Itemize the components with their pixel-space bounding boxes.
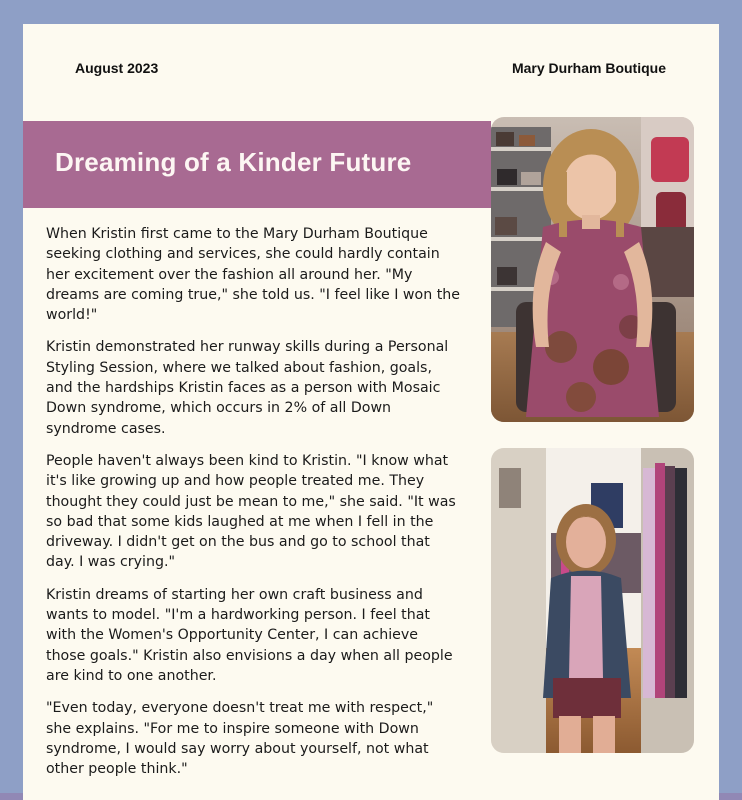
- newsletter-page: [23, 24, 719, 800]
- organization-name: Mary Durham Boutique: [511, 60, 666, 76]
- article-paragraph: People haven't always been kind to Kristin. "I know what it's like growing up and how people treated me. They thought they could just be mean to me," she said. "It was so bad that some kids laughed at me when I fell in the driveway. I didn't get on the bus and go to school that day. I was crying.": [46, 452, 456, 571]
- title-banner: [23, 121, 491, 208]
- article-paragraph: Kristin dreams of starting her own craft business and wants to model. "I'm a hardworking person. I feel that with the Women's Opportunity Center, I can achieve those goals." Kristin also envisions a day when all people are kind to one another.: [46, 586, 453, 684]
- article-body: [46, 224, 461, 791]
- photo-kristin-seated-image: [491, 117, 694, 422]
- article-paragraph: "Even today, everyone doesn't treat me with respect," she explains. "For me to inspire someone with Down syndrome, I would say worry about yourself, not what other people think.": [46, 700, 434, 778]
- article-paragraph: Kristin demonstrated her runway skills during a Personal Styling Session, where we talked about fashion, goals, and the hardships Kristin faces as a person with Mosaic Down syndrome, which occurs in 2% of all Down syndrome cases.: [46, 339, 449, 437]
- photo-kristin-seated: [491, 117, 694, 422]
- photo-kristin-standing: [491, 448, 694, 753]
- article-paragraph: When Kristin first came to the Mary Durham Boutique seeking clothing and services, she could hardly contain her excitement over the fashion all around her. "My dreams are coming true," she told us. "I feel like I won the world!": [46, 226, 460, 324]
- article-title: Dreaming of a Kinder Future: [55, 147, 412, 177]
- newsletter-date: August 2023: [75, 60, 159, 76]
- photo-kristin-standing-image: [491, 448, 694, 753]
